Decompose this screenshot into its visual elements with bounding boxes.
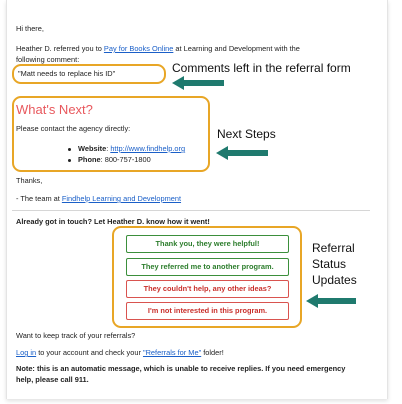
status-button-helpful[interactable]: Thank you, they were helpful! bbox=[126, 235, 289, 253]
login-post: folder! bbox=[201, 348, 224, 357]
website-label: Website bbox=[78, 144, 107, 153]
referral-line-2: following comment: bbox=[16, 55, 80, 64]
greeting-text: Hi there, bbox=[16, 24, 44, 33]
got-in-touch-prompt: Already got in touch? Let Heather D. know how it went! bbox=[16, 217, 210, 226]
login-line bbox=[16, 348, 224, 358]
status-button-not-interested[interactable]: I'm not interested in this program. bbox=[126, 302, 289, 320]
annotation-status-line-1: Referral bbox=[312, 241, 355, 255]
annotation-status-line-3: Updates bbox=[312, 273, 357, 287]
referral-line bbox=[16, 44, 300, 54]
bullet-website bbox=[68, 148, 71, 151]
whats-next-title: What's Next? bbox=[16, 102, 93, 117]
signoff-pre: - The team at bbox=[16, 194, 62, 203]
track-question: Want to keep track of your referrals? bbox=[16, 331, 136, 340]
login-link[interactable]: Log in bbox=[16, 348, 37, 357]
bullet-phone bbox=[68, 159, 71, 162]
thanks-text: Thanks, bbox=[16, 176, 43, 185]
note-line-2: help, please call 911. bbox=[16, 375, 89, 384]
status-button-referred[interactable]: They referred me to another program. bbox=[126, 258, 289, 276]
referral-line-post: at Learning and Development with the bbox=[173, 44, 300, 53]
phone-colon: : bbox=[100, 155, 105, 164]
website-colon: : bbox=[106, 144, 111, 153]
signoff-link[interactable]: Findhelp Learning and Development bbox=[61, 194, 182, 203]
annotation-status-line-2: Status bbox=[312, 257, 347, 271]
referral-comment: "Matt needs to replace his ID" bbox=[18, 69, 116, 78]
status-button-couldnt-help[interactable]: They couldn't help, any other ideas? bbox=[126, 280, 289, 298]
arrow-left-icon bbox=[306, 294, 356, 308]
login-mid: to your account and check your bbox=[36, 348, 143, 357]
arrow-left-icon bbox=[216, 146, 268, 160]
annotation-comments: Comments left in the referral form bbox=[172, 61, 351, 75]
website-link[interactable]: http://www.findhelp.org bbox=[110, 144, 186, 153]
annotation-next-steps: Next Steps bbox=[217, 127, 276, 141]
phone-row bbox=[78, 155, 151, 165]
referrals-for-me-link[interactable]: "Referrals for Me" bbox=[142, 348, 202, 357]
contact-instruction: Please contact the agency directly: bbox=[16, 124, 131, 133]
referral-program-link[interactable]: Pay for Books Online bbox=[103, 44, 174, 53]
section-divider bbox=[12, 210, 370, 211]
signoff-line bbox=[16, 194, 181, 204]
website-row bbox=[78, 144, 185, 154]
phone-label: Phone bbox=[78, 155, 101, 164]
note-line-1: Note: this is an automatic message, which is unable to receive replies. If you need emergency bbox=[16, 364, 346, 373]
referral-line-pre: Heather D. referred you to bbox=[16, 44, 104, 53]
arrow-left-icon bbox=[172, 76, 224, 90]
phone-value: 800-757-1800 bbox=[104, 155, 151, 164]
